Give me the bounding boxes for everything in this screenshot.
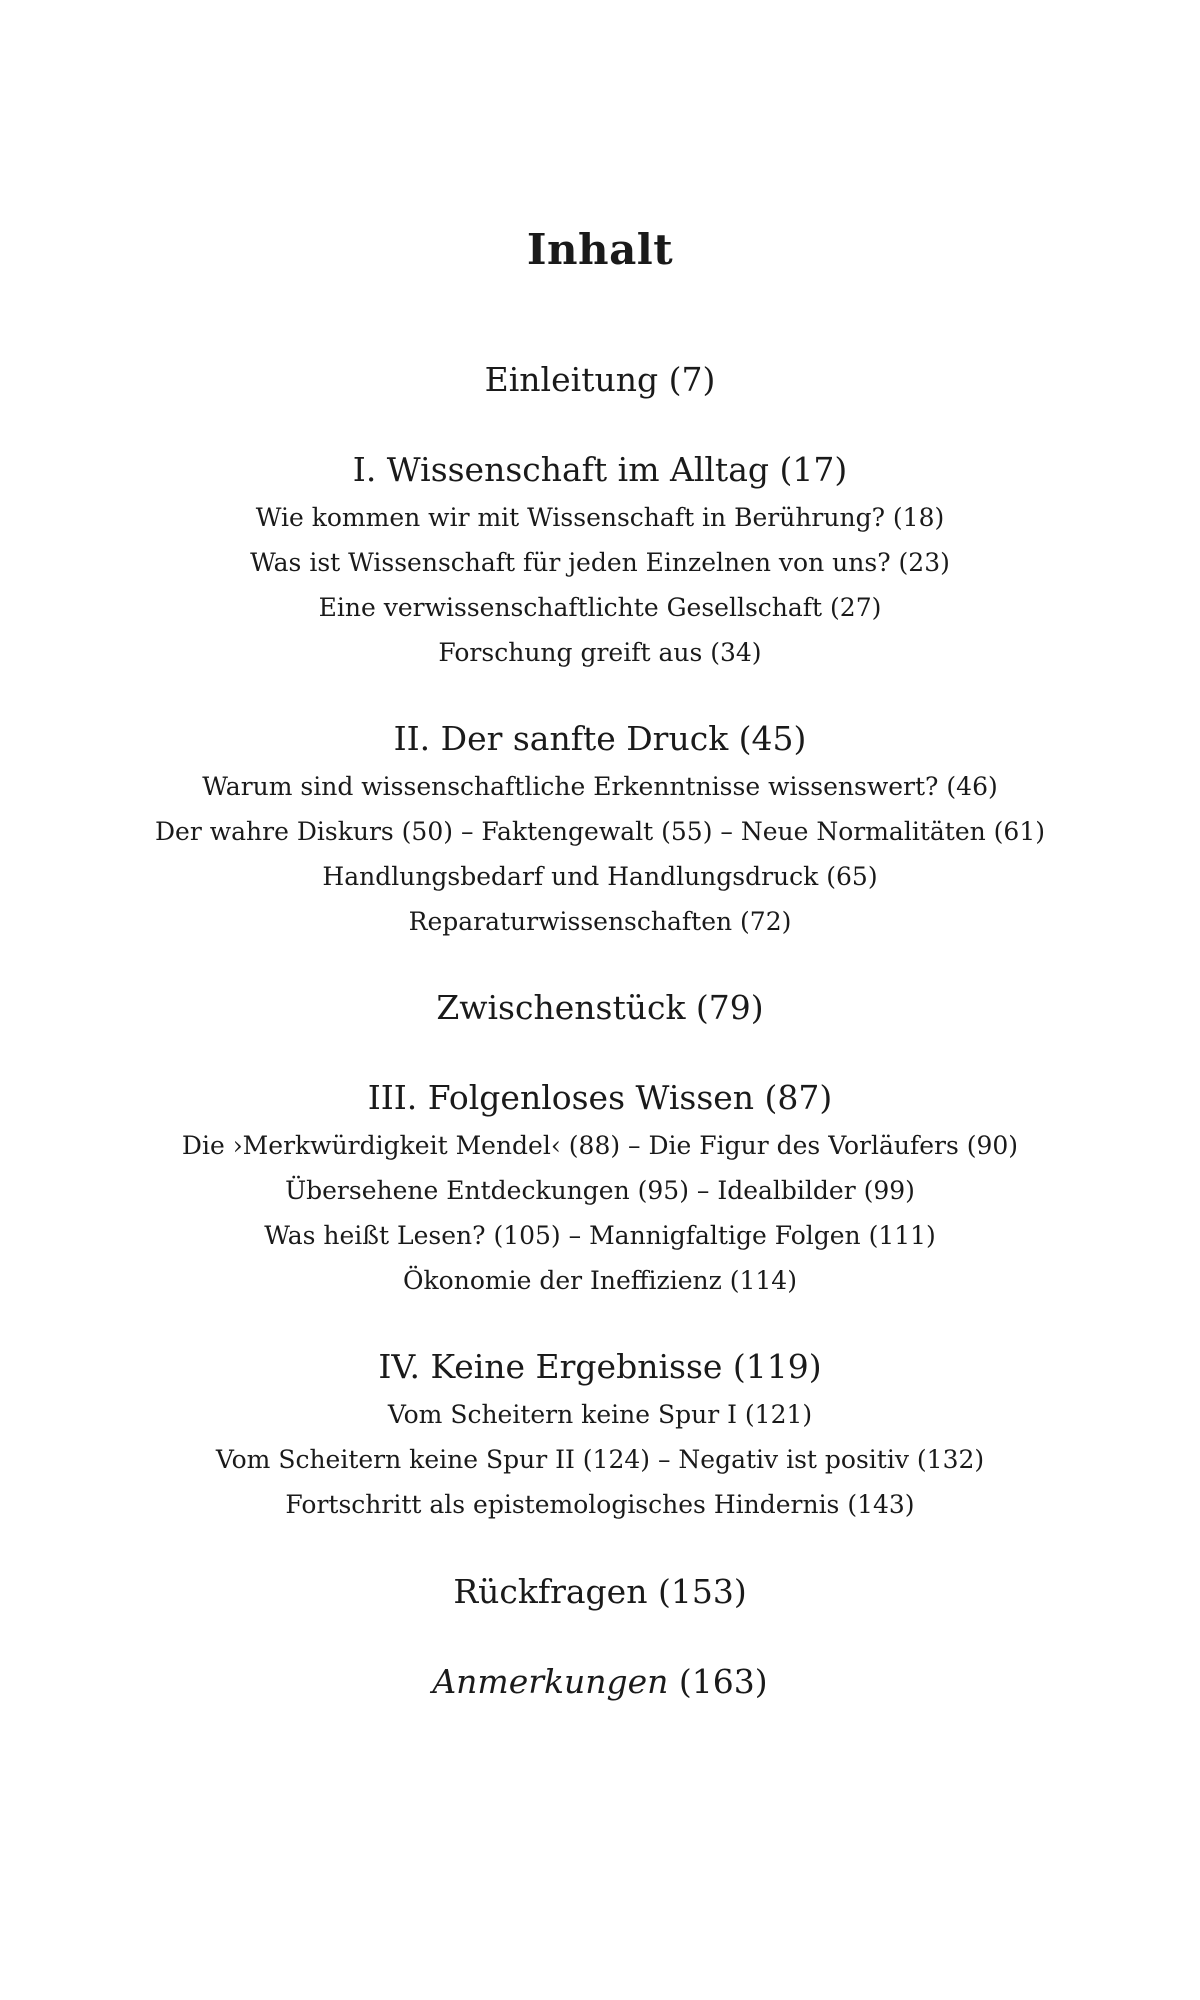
toc-entry-notes — [0, 1660, 1200, 1704]
chapter-2-section-3: Handlungsbedarf und Handlungsdruck (65) — [322, 862, 878, 891]
notes-page-number: (163) — [678, 1662, 768, 1701]
chapter-3-section-1: Die ›Merkwürdigkeit Mendel‹ (88) – Die Figur des Vorläufers (90) — [181, 1131, 1019, 1160]
chapter-3-heading: III. Folgenloses Wissen (87) — [367, 1078, 833, 1117]
toc-entry-followup-questions: Rückfragen (153) — [453, 1572, 747, 1611]
chapter-3-section-3: Was heißt Lesen? (105) – Mannigfaltige Folgen (111) — [264, 1221, 936, 1250]
chapter-1-section-1: Wie kommen wir mit Wissenschaft in Berührung? (18) — [255, 503, 945, 532]
chapter-2-section-4: Reparaturwissenschaften (72) — [408, 907, 792, 936]
chapter-4-section-2: Vom Scheitern keine Spur II (124) – Negativ ist positiv (132) — [215, 1445, 985, 1474]
chapter-1-heading: I. Wissenschaft im Alltag (17) — [352, 450, 848, 489]
toc-entry-introduction: Einleitung (7) — [484, 360, 716, 399]
chapter-4-section-3: Fortschritt als epistemologisches Hindernis (143) — [285, 1490, 915, 1519]
notes-label: Anmerkungen — [432, 1662, 669, 1701]
chapter-3-section-4: Ökonomie der Ineffizienz (114) — [403, 1266, 797, 1295]
chapter-2-heading: II. Der sanfte Druck (45) — [393, 719, 807, 758]
chapter-3-section-2: Übersehene Entdeckungen (95) – Idealbilder (99) — [285, 1176, 915, 1205]
toc-entry-interlude: Zwischenstück (79) — [436, 988, 764, 1027]
chapter-4-heading: IV. Keine Ergebnisse (119) — [378, 1347, 822, 1386]
chapter-2-section-1: Warum sind wissenschaftliche Erkenntnisse wissenswert? (46) — [202, 772, 998, 801]
chapter-1-section-2: Was ist Wissenschaft für jeden Einzelnen von uns? (23) — [250, 548, 950, 577]
chapter-1-section-4: Forschung greift aus (34) — [438, 638, 762, 667]
chapter-2-section-2: Der wahre Diskurs (50) – Faktengewalt (55) – Neue Normalitäten (61) — [155, 817, 1045, 846]
chapter-1-section-3: Eine verwissenschaftlichte Gesellschaft (27) — [318, 593, 882, 622]
page-title: Inhalt — [526, 225, 674, 274]
chapter-4-section-1: Vom Scheitern keine Spur I (121) — [387, 1400, 813, 1429]
